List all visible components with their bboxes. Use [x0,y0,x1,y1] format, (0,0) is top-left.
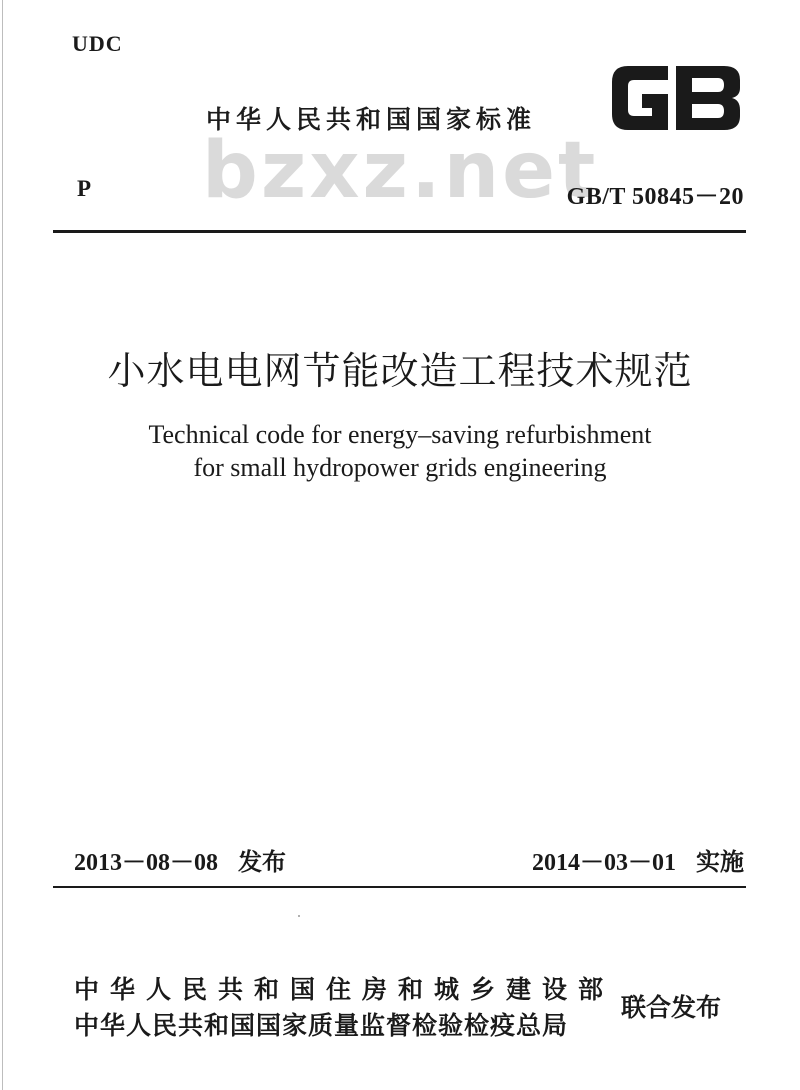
issue-date-block [74,842,286,877]
watermark: bzxz.net [202,126,599,216]
chinese-title: 小水电电网节能改造工程技术规范 [107,349,693,393]
english-title-line-1: Technical code for energy–saving refurbishment [148,420,652,449]
category-code: P [77,176,92,201]
implementation-date: 2014－03－01 [532,850,676,876]
udc-label: UDC [72,31,123,56]
publisher-line-2: 中华人民共和国国家质量监督检验检疫总局 [74,1011,569,1040]
top-divider [53,230,746,233]
bottom-divider [53,886,746,888]
publisher-line-1: 中华人民共和国住房和城乡建设部 [74,975,615,1004]
page-edge [2,0,3,1090]
implementation-date-block [532,842,744,877]
standard-number: GB/T 50845－20 [566,184,744,210]
implementation-label: 实施 [696,848,744,876]
english-title-line-2: for small hydropower grids engineering [193,453,607,482]
gb-logo [606,60,746,136]
issue-label: 发布 [238,848,286,876]
speck [298,915,300,917]
joint-publication-label: 联合发布 [621,993,722,1022]
issue-date: 2013－08－08 [74,850,218,876]
standard-title: 中华人民共和国国家标准 [206,105,537,134]
